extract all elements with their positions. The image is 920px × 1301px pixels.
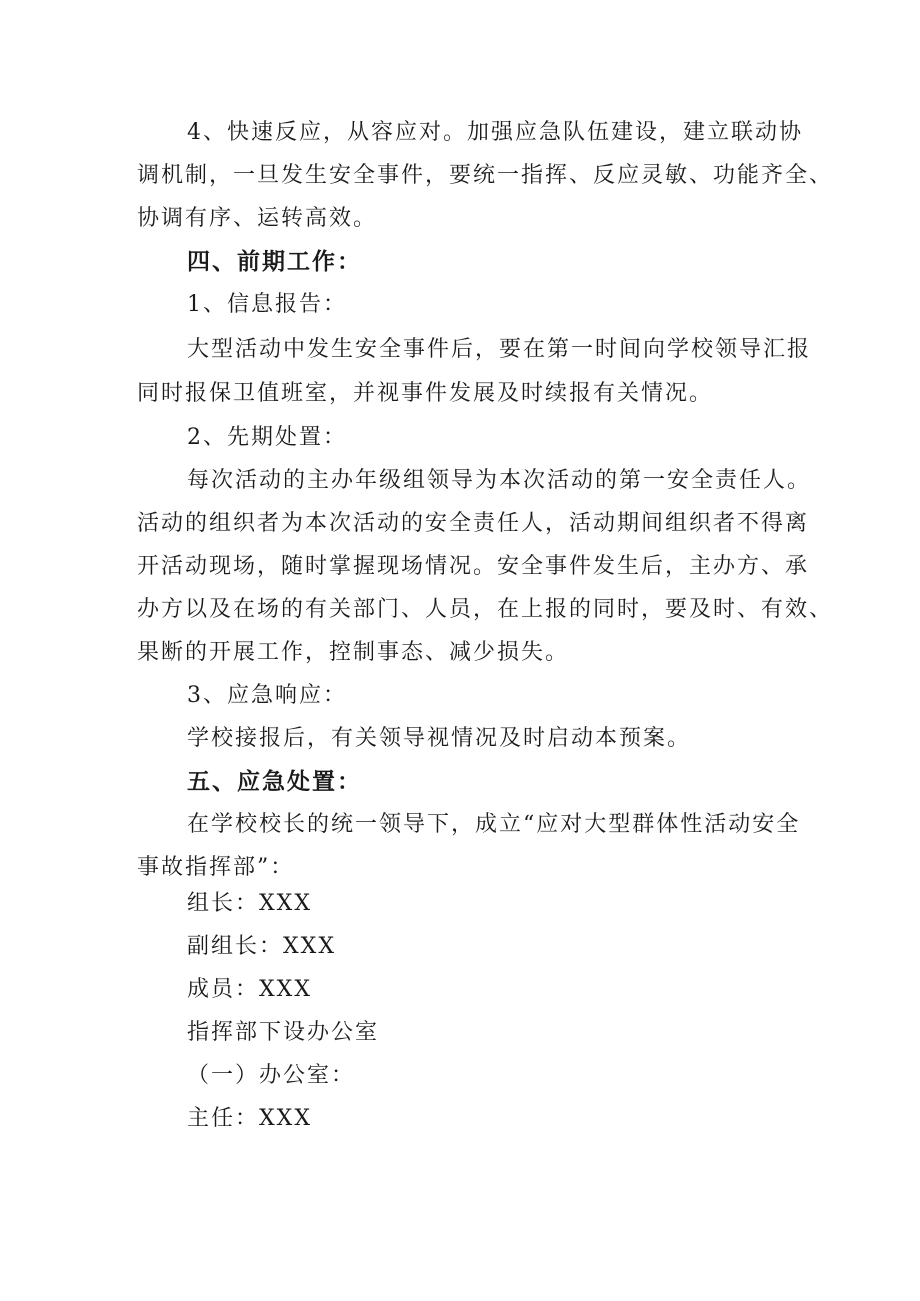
- role-line: 副组长：XXX: [187, 934, 336, 959]
- role-line: 主任：XXX: [187, 1106, 312, 1131]
- subsection-heading: 3、应急响应：: [187, 683, 347, 708]
- paragraph-line: 指挥部下设办公室: [187, 1020, 380, 1045]
- paragraph-line: 学校接报后，有关领导视情况及时启动本预案。: [187, 726, 692, 751]
- subsection-heading: （一）办公室：: [187, 1063, 356, 1088]
- subsection-heading: 1、信息报告：: [187, 292, 347, 317]
- paragraph-line: 在学校校长的统一领导下，成立“应对大型群体性活动安全: [187, 812, 801, 837]
- paragraph-line: 事故指挥部”：: [137, 855, 295, 880]
- paragraph-line: 4、快速反应，从容应对。加强应急队伍建设，建立联动协: [187, 120, 803, 145]
- paragraph-line: 每次活动的主办年级组领导为本次活动的第一安全责任人。: [187, 468, 812, 493]
- role-line: 成员：XXX: [187, 977, 312, 1002]
- section-heading: 五、应急处置：: [187, 769, 362, 795]
- role-line: 组长：XXX: [187, 891, 312, 916]
- paragraph-line: 协调有序、运转高效。: [137, 206, 378, 231]
- paragraph-line: 办方以及在场的有关部门、人员，在上报的同时，要及时、有效、: [137, 597, 834, 622]
- paragraph-line: 果断的开展工作，控制事态、减少损失。: [137, 640, 570, 665]
- paragraph-line: 活动的组织者为本次活动的安全责任人，活动期间组织者不得离: [137, 511, 810, 536]
- paragraph-line: 调机制，一旦发生安全事件，要统一指挥、反应灵敏、功能齐全、: [137, 163, 834, 188]
- paragraph-line: 大型活动中发生安全事件后，要在第一时间向学校领导汇报: [187, 337, 812, 362]
- paragraph-line: 同时报保卫值班室，并视事件发展及时续报有关情况。: [137, 381, 714, 406]
- subsection-heading: 2、先期处置：: [187, 425, 347, 450]
- section-heading: 四、前期工作：: [187, 249, 362, 275]
- paragraph-line: 开活动现场，随时掌握现场情况。安全事件发生后，主办方、承: [137, 554, 810, 579]
